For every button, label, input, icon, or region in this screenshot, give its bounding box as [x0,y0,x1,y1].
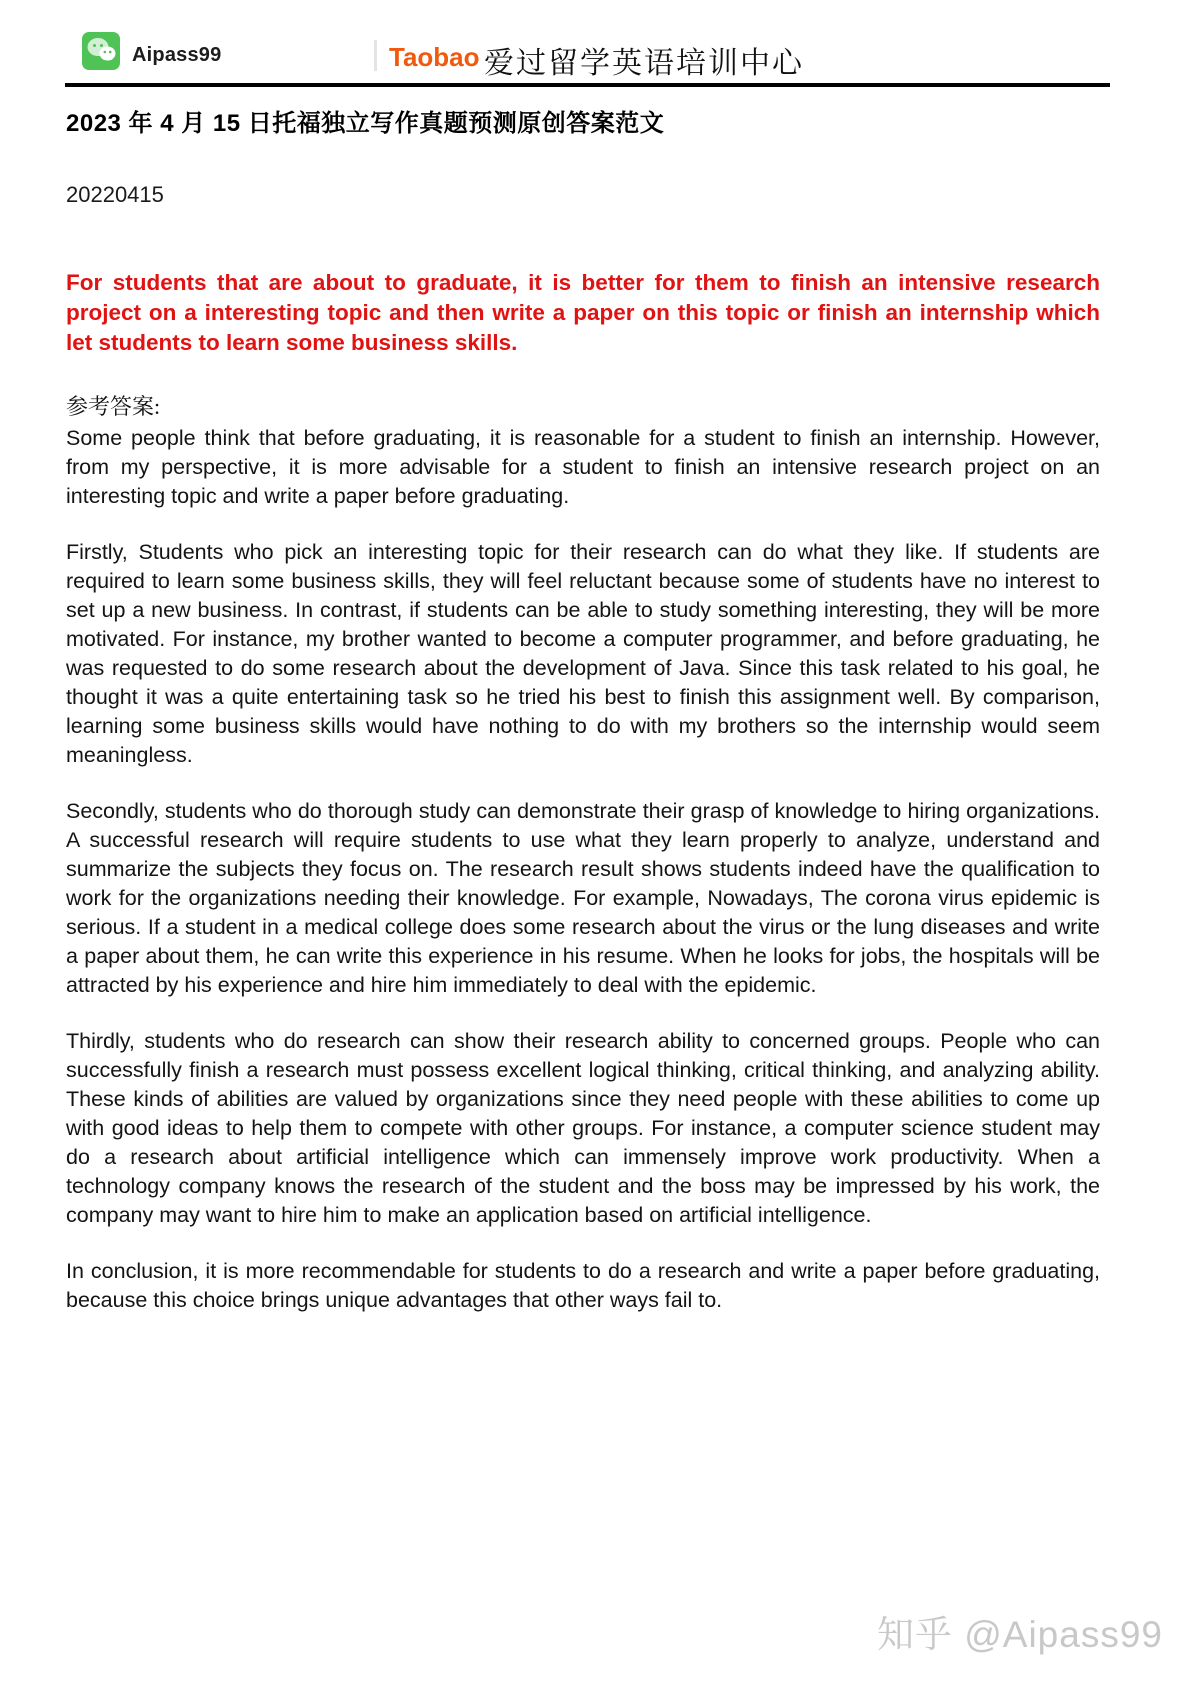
training-center-name: 爱过留学英语培训中心 [484,47,804,80]
essay-paragraph-thirdly: Thirdly, students who do research can show their research ability to concerned groups. People who can successfully finish a research must possess excellent logical thinking, critical thinking, and analyzing ability. These kinds of abilities are valued by organizations since they need people with these abilities to come up with good ideas to help them to compete with other groups. For instance, a computer science student may do a research about artificial intelligence which can immensely improve work productivity. When a technology company knows the research of the student and the boss may be impressed by his work, the company may want to hire him to make an application based on artificial intelligence. [66,1029,1100,1227]
essay-paragraph-conclusion: In conclusion, it is more recommendable for students to do a research and write a paper before graduating, because this choice brings unique advantages that other ways fail to. [66,1259,1100,1312]
essay-paragraph-firstly: Firstly, Students who pick an interesting topic for their research can do what they like. If students are required to learn some business skills, they will feel reluctant because some of students have no interest to set up a new business. In contrast, if students can be able to study something interesting, they will be more motivated. For instance, my brother wanted to become a computer programmer, and before graduating, he was requested to do some research about the development of Java. Since this task related to his goal, he thought it was a quite entertaining task so he tried his best to finish this assignment well. By comparison, learning some business skills would have nothing to do with my brothers so the internship would seem meaningless. [66,540,1100,767]
header-divider [374,40,377,71]
document-title: 2023 年 4 月 15 日托福独立写作真题预测原创答案范文 [66,110,665,137]
wechat-icon [82,32,120,70]
zhihu-watermark: 知乎 @Aipass99 [876,1614,1163,1655]
essay-paragraph-secondly: Secondly, students who do thorough study can demonstrate their grasp of knowledge to hiring organizations. A successful research will require students to use what they learn properly to analyze, understand and summarize the subjects they focus on. The research result shows students indeed have the qualification to work for the organizations needing their knowledge. For example, Nowadays, The corona virus epidemic is serious. If a student in a medical college does some research about the virus or the lung diseases and write a paper about them, he can write this experience in his resume. When he looks for jobs, the hospitals will be attracted by his experience and hire him immediately to deal with the epidemic. [66,799,1100,997]
document-content [66,87,1100,1315]
writing-prompt: For students that are about to graduate, it is better for them to finish an intensive research project on a interesting topic and then write a paper on this topic or finish an internship which let students to learn some business skills. [66,270,1100,355]
date-code: 20220415 [66,182,164,207]
taobao-brand-label: Taobao [389,42,480,72]
essay-paragraph-intro: Some people think that before graduating, it is reasonable for a student to finish an internship. However, from my perspective, it is more advisable for a student to finish an intensive research project on an interesting topic and write a paper before graduating. [66,426,1100,508]
wechat-account-name: Aipass99 [132,44,222,66]
answer-label: 参考答案: [66,394,161,419]
